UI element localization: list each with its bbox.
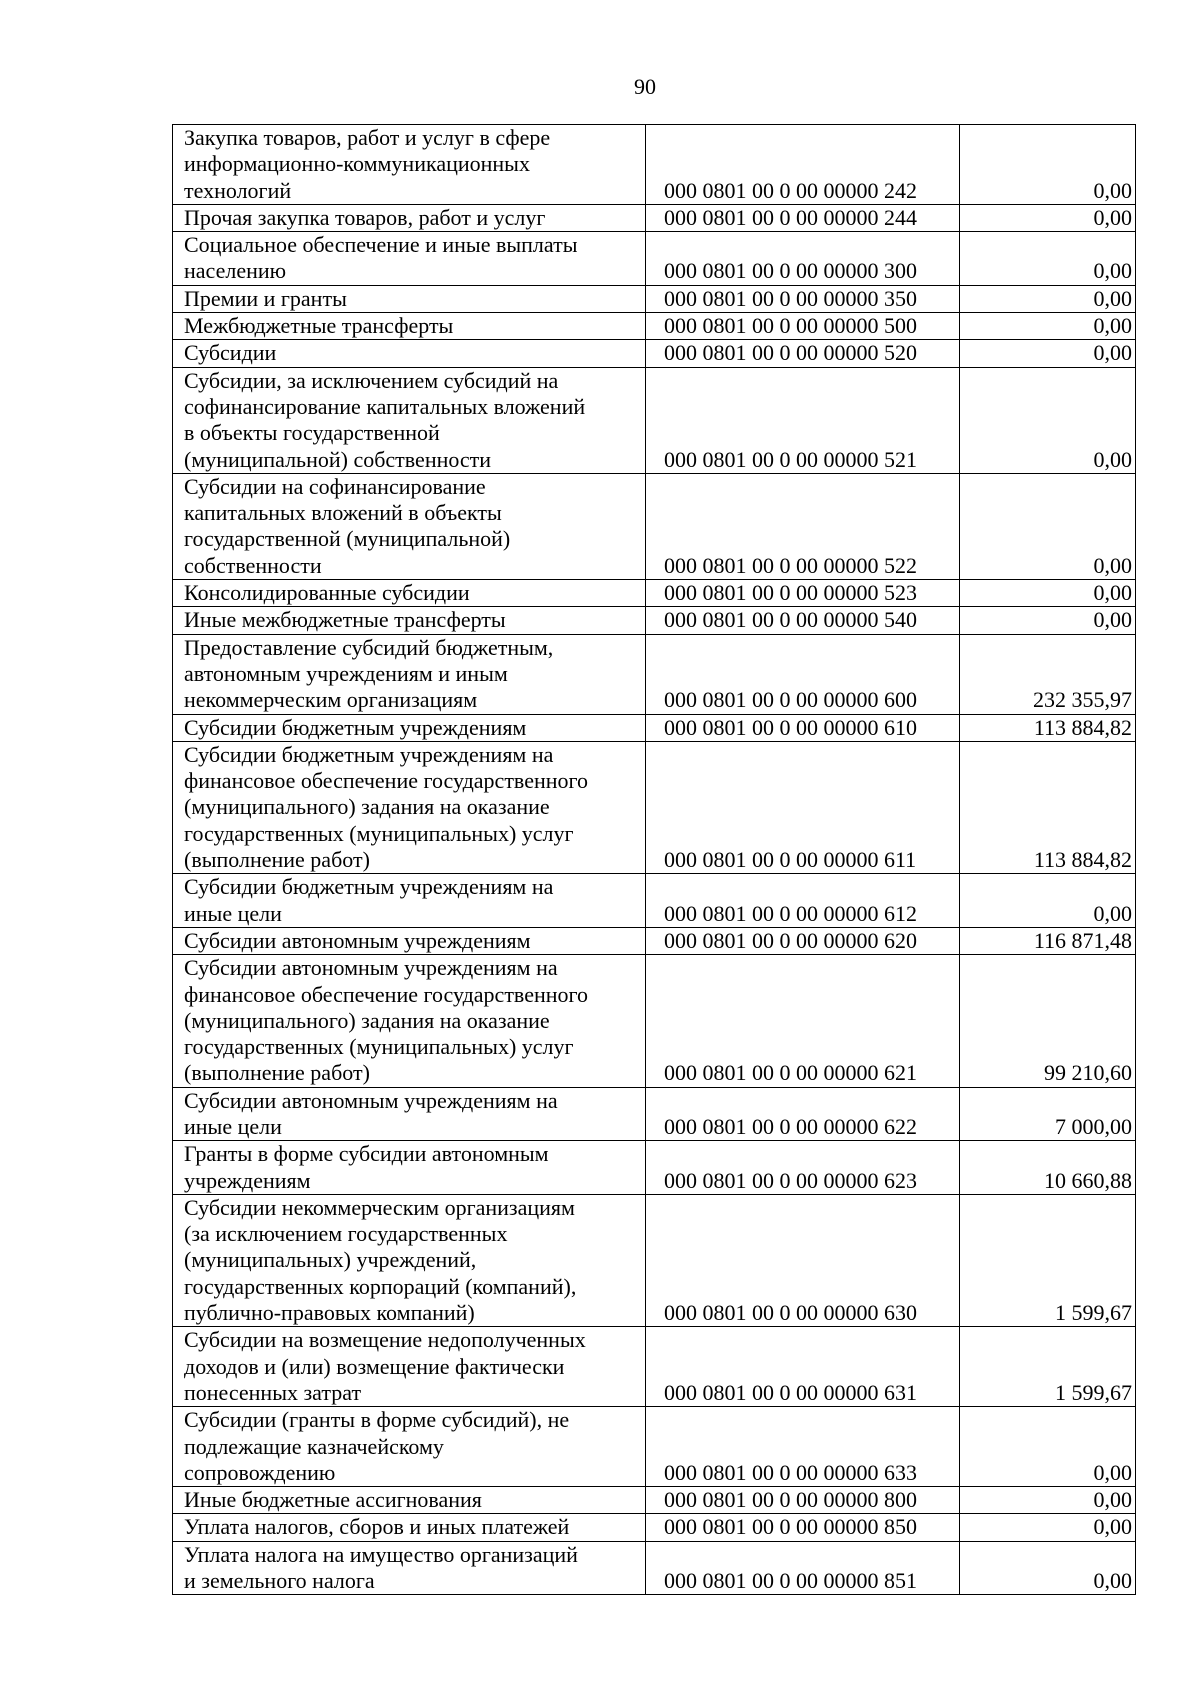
- table-row: [173, 204, 1136, 231]
- row-name-cell: Субсидии (гранты в форме субсидий), не подлежащие казначейскому сопровождению: [173, 1407, 646, 1487]
- row-code-cell: 000 0801 00 0 00 00000 600: [646, 634, 960, 714]
- row-amount-cell: 0,00: [960, 204, 1136, 231]
- row-amount-cell: 0,00: [960, 580, 1136, 607]
- row-name-cell: Иные бюджетные ассигнования: [173, 1487, 646, 1514]
- row-code-cell: 000 0801 00 0 00 00000 610: [646, 714, 960, 741]
- table-row: [173, 1327, 1136, 1407]
- row-code-cell: 000 0801 00 0 00 00000 630: [646, 1194, 960, 1326]
- table-row: [173, 125, 1136, 205]
- table-row: [173, 1141, 1136, 1195]
- row-code-cell: 000 0801 00 0 00 00000 350: [646, 285, 960, 312]
- row-name-cell: Субсидии на софинансирование капитальных вложений в объекты государственной (муниципальной) собственности: [173, 473, 646, 579]
- row-name-cell: Премии и гранты: [173, 285, 646, 312]
- table-row: [173, 1194, 1136, 1326]
- row-amount-cell: 0,00: [960, 1514, 1136, 1541]
- row-amount-cell: 0,00: [960, 125, 1136, 205]
- row-name-cell: Прочая закупка товаров, работ и услуг: [173, 204, 646, 231]
- table-row: [173, 340, 1136, 367]
- row-name-cell: Закупка товаров, работ и услуг в сфере информационно-коммуникационных технологий: [173, 125, 646, 205]
- row-amount-cell: 0,00: [960, 285, 1136, 312]
- row-name-cell: Социальное обеспечение и иные выплаты населению: [173, 232, 646, 286]
- row-amount-cell: 10 660,88: [960, 1141, 1136, 1195]
- row-name-cell: Субсидии автономным учреждениям на иные цели: [173, 1087, 646, 1141]
- table-row: [173, 714, 1136, 741]
- row-amount-cell: 113 884,82: [960, 741, 1136, 873]
- row-code-cell: 000 0801 00 0 00 00000 622: [646, 1087, 960, 1141]
- row-code-cell: 000 0801 00 0 00 00000 244: [646, 204, 960, 231]
- row-code-cell: 000 0801 00 0 00 00000 520: [646, 340, 960, 367]
- row-name-cell: Консолидированные субсидии: [173, 580, 646, 607]
- row-name-cell: Уплата налога на имущество организаций и земельного налога: [173, 1541, 646, 1595]
- table-row: [173, 232, 1136, 286]
- row-code-cell: 000 0801 00 0 00 00000 611: [646, 741, 960, 873]
- row-name-cell: Субсидии бюджетным учреждениям на иные цели: [173, 874, 646, 928]
- table-row: [173, 1514, 1136, 1541]
- table-row: [173, 285, 1136, 312]
- row-name-cell: Субсидии некоммерческим организациям (за исключением государственных (муниципальных) учреждений, государственных корпораций (компаний), публично-правовых компаний): [173, 1194, 646, 1326]
- row-code-cell: 000 0801 00 0 00 00000 300: [646, 232, 960, 286]
- row-amount-cell: 116 871,48: [960, 927, 1136, 954]
- row-code-cell: 000 0801 00 0 00 00000 500: [646, 313, 960, 340]
- row-name-cell: Субсидии: [173, 340, 646, 367]
- row-code-cell: 000 0801 00 0 00 00000 623: [646, 1141, 960, 1195]
- table-row: [173, 1487, 1136, 1514]
- table-row: [173, 580, 1136, 607]
- row-code-cell: 000 0801 00 0 00 00000 620: [646, 927, 960, 954]
- row-name-cell: Субсидии, за исключением субсидий на софинансирование капитальных вложений в объекты государственной (муниципальной) собственности: [173, 367, 646, 473]
- row-name-cell: Гранты в форме субсидии автономным учреждениям: [173, 1141, 646, 1195]
- row-amount-cell: 0,00: [960, 367, 1136, 473]
- row-code-cell: 000 0801 00 0 00 00000 523: [646, 580, 960, 607]
- row-code-cell: 000 0801 00 0 00 00000 521: [646, 367, 960, 473]
- page-number: 90: [634, 74, 656, 99]
- row-amount-cell: 232 355,97: [960, 634, 1136, 714]
- table-row: [173, 1541, 1136, 1595]
- row-code-cell: 000 0801 00 0 00 00000 850: [646, 1514, 960, 1541]
- row-amount-cell: 0,00: [960, 1541, 1136, 1595]
- table-row: [173, 634, 1136, 714]
- row-code-cell: 000 0801 00 0 00 00000 242: [646, 125, 960, 205]
- table-row: [173, 607, 1136, 634]
- row-name-cell: Субсидии бюджетным учреждениям: [173, 714, 646, 741]
- row-amount-cell: 0,00: [960, 313, 1136, 340]
- row-code-cell: 000 0801 00 0 00 00000 851: [646, 1541, 960, 1595]
- row-code-cell: 000 0801 00 0 00 00000 633: [646, 1407, 960, 1487]
- row-name-cell: Субсидии автономным учреждениям: [173, 927, 646, 954]
- row-amount-cell: 0,00: [960, 340, 1136, 367]
- table-row: [173, 874, 1136, 928]
- row-amount-cell: 0,00: [960, 874, 1136, 928]
- row-code-cell: 000 0801 00 0 00 00000 612: [646, 874, 960, 928]
- row-code-cell: 000 0801 00 0 00 00000 631: [646, 1327, 960, 1407]
- row-code-cell: 000 0801 00 0 00 00000 621: [646, 955, 960, 1087]
- row-name-cell: Межбюджетные трансферты: [173, 313, 646, 340]
- row-amount-cell: 1 599,67: [960, 1327, 1136, 1407]
- table-row: [173, 955, 1136, 1087]
- row-name-cell: Субсидии на возмещение недополученных доходов и (или) возмещение фактически понесенных затрат: [173, 1327, 646, 1407]
- row-amount-cell: 0,00: [960, 607, 1136, 634]
- table-row: [173, 1407, 1136, 1487]
- row-name-cell: Иные межбюджетные трансферты: [173, 607, 646, 634]
- row-code-cell: 000 0801 00 0 00 00000 800: [646, 1487, 960, 1514]
- row-amount-cell: 1 599,67: [960, 1194, 1136, 1326]
- row-amount-cell: 113 884,82: [960, 714, 1136, 741]
- row-amount-cell: 99 210,60: [960, 955, 1136, 1087]
- row-name-cell: Субсидии бюджетным учреждениям на финансовое обеспечение государственного (муниципального) задания на оказание государственных (муниципальных) услуг (выполнение работ): [173, 741, 646, 873]
- row-code-cell: 000 0801 00 0 00 00000 540: [646, 607, 960, 634]
- row-amount-cell: 0,00: [960, 1407, 1136, 1487]
- budget-table: [172, 124, 1136, 1595]
- table-row: [173, 367, 1136, 473]
- row-name-cell: Субсидии автономным учреждениям на финансовое обеспечение государственного (муниципального) задания на оказание государственных (муниципальных) услуг (выполнение работ): [173, 955, 646, 1087]
- row-code-cell: 000 0801 00 0 00 00000 522: [646, 473, 960, 579]
- table-row: [173, 741, 1136, 873]
- row-name-cell: Предоставление субсидий бюджетным, автономным учреждениям и иным некоммерческим организациям: [173, 634, 646, 714]
- table-row: [173, 927, 1136, 954]
- row-amount-cell: 0,00: [960, 232, 1136, 286]
- table-row: [173, 1087, 1136, 1141]
- row-amount-cell: 7 000,00: [960, 1087, 1136, 1141]
- row-name-cell: Уплата налогов, сборов и иных платежей: [173, 1514, 646, 1541]
- table-row: [173, 473, 1136, 579]
- row-amount-cell: 0,00: [960, 1487, 1136, 1514]
- budget-table-body: [173, 125, 1136, 1595]
- row-amount-cell: 0,00: [960, 473, 1136, 579]
- table-row: [173, 313, 1136, 340]
